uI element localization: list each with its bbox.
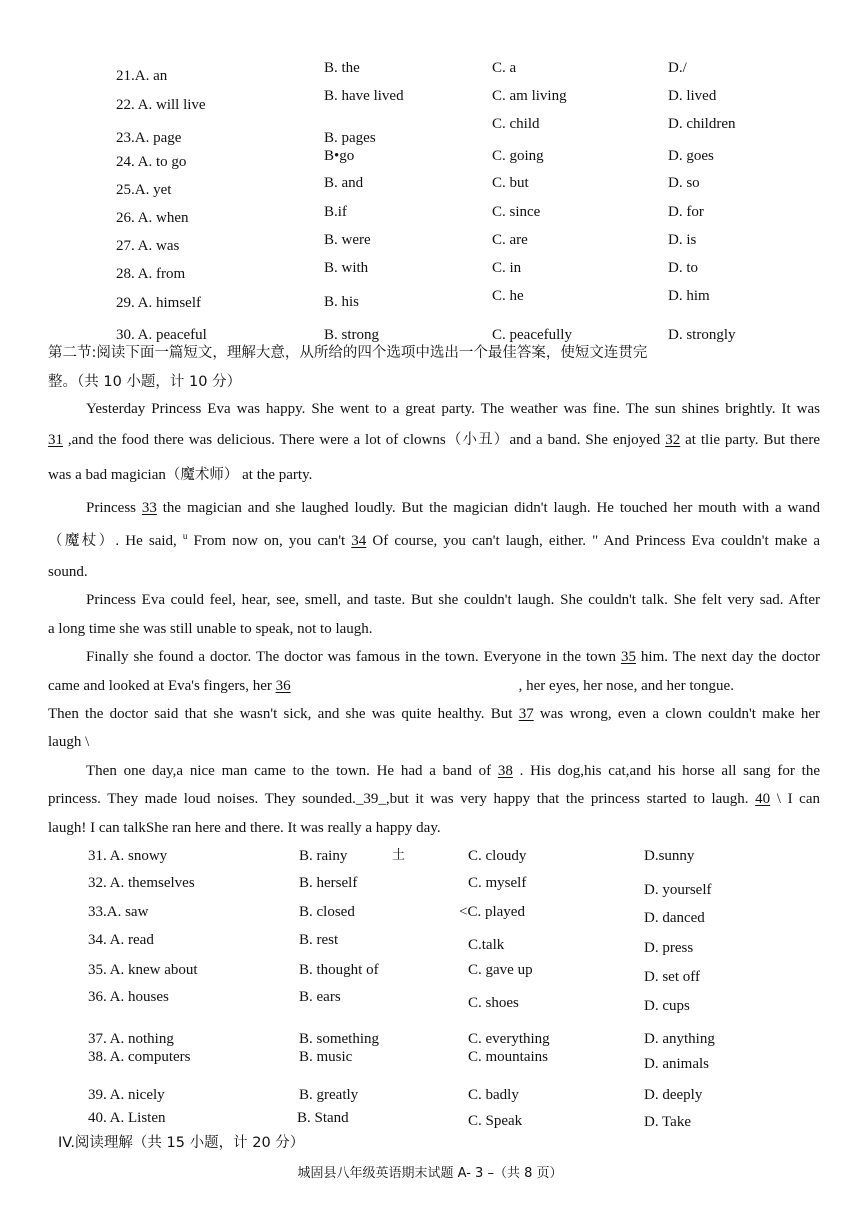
option-38-b: B. music [299, 1049, 353, 1065]
option-30-a: 30. A. peaceful [116, 327, 207, 343]
option-37-a: 37. A. nothing [88, 1031, 174, 1047]
option-35-c: C. gave up [468, 962, 533, 978]
section2-title-line1: 第二节:阅读下面一篇短文，理解大意，从所给的四个选项中选出一个最佳答案，使短文连贯完 [48, 345, 648, 361]
option-39-a: 39. A. nicely [88, 1087, 165, 1103]
blank-36: 36 [275, 678, 291, 694]
blank-34: 34 [351, 533, 367, 549]
blank-39: _39_ [355, 791, 386, 807]
option-27-a: 27. A. was [116, 238, 180, 254]
passage-p5-line1: Then one day,a nice man came to the town. He had a band of 38 . His dog,his cat,and his horse all sang for the [86, 763, 820, 779]
option-37-b: B. something [299, 1031, 380, 1047]
option-28-c: C. in [492, 260, 522, 276]
blank-33: 33 [141, 500, 157, 516]
option-23-c: C. child [492, 116, 540, 132]
section4-title: IV.阅读理解（共 15 小题，计 20 分） [58, 1135, 305, 1151]
option-22-b: B. have lived [324, 88, 404, 104]
option-31-a: 31. A. snowy [88, 848, 168, 864]
option-24-b: B•go [324, 148, 355, 164]
blank-40: 40 [755, 791, 771, 807]
option-21-d: D./ [668, 60, 687, 76]
passage-p2-line2: （魔杖）. He said, $^u$ From now on, you can't 34 Of course, you can't laugh, either. " And Princess Eva couldn't make a [48, 531, 820, 549]
option-40-a: 40. A. Listen [88, 1110, 166, 1126]
option-36-a: 36. A. houses [88, 989, 169, 1005]
page-footer: 城固县八年级英语期末试题 A- 3 –（共 8 页） [297, 1166, 563, 1181]
option-26-b: B.if [324, 204, 347, 220]
option-36-b: B. ears [299, 989, 341, 1005]
option-32-c: C. myself [468, 875, 527, 891]
option-36-d: D. cups [644, 998, 690, 1014]
option-40-b: B. Stand [297, 1110, 349, 1126]
option-29-b: B. his [324, 294, 360, 310]
option-21-c: C. a [492, 60, 517, 76]
option-31-c: C. cloudy [468, 848, 527, 864]
option-31-d: D.sunny [644, 848, 695, 864]
passage-p5-line2: princess. They made loud noises. They sounded._39_,but it was very happy that the princess started to laugh. 40 \ I can [48, 791, 820, 807]
option-22-a: 22. A. will live [116, 97, 206, 113]
option-25-a: 25.A. yet [116, 182, 172, 198]
passage-p3-line1: Princess Eva could feel, hear, see, smell, and taste. But she couldn't laugh. She couldn't talk. She felt very sad. After [86, 592, 820, 608]
passage-p2-line3: sound. [48, 564, 88, 580]
option-24-d: D. goes [668, 148, 714, 164]
option-33-a: 33.A. saw [88, 904, 149, 920]
passage-p1-line3: was a bad magician（魔术师） at the party. [48, 467, 313, 483]
option-34-c: C.talk [468, 937, 505, 953]
option-34-a: 34. A. read [88, 932, 154, 948]
option-21-b: B. the [324, 60, 360, 76]
blank-35: 35 [620, 649, 636, 665]
passage-p4-line1: Finally she found a doctor. The doctor was famous in the town. Everyone in the town 35 him. The next day the doctor [86, 649, 820, 665]
passage-p2-line1: Princess 33 the magician and she laughed loudly. But the magician didn't laugh. He touched her mouth with a wand [86, 500, 820, 516]
option-23-a: 23.A. page [116, 130, 182, 146]
option-30-b: B. strong [324, 327, 380, 343]
option-34-b: B. rest [299, 932, 339, 948]
option-38-a: 38. A. computers [88, 1049, 191, 1065]
option-38-c: C. mountains [468, 1049, 549, 1065]
option-32-d: D. yourself [644, 882, 712, 898]
option-25-b: B. and [324, 175, 364, 191]
option-36-c: C. shoes [468, 995, 519, 1011]
option-22-d: D. lived [668, 88, 717, 104]
option-33-d: D. danced [644, 910, 705, 926]
option-32-b: B. herself [299, 875, 358, 891]
option-31-b: B. rainy [299, 848, 348, 864]
option-35-d: D. set off [644, 969, 700, 985]
passage-p1-line2: 31 ,and the food there was delicious. There were a lot of clowns（小丑）and a band. She enjoyed 32 at tlie party. But there [48, 432, 820, 448]
option-25-d: D. so [668, 175, 700, 191]
passage-p1-line1: Yesterday Princess Eva was happy. She went to a great party. The weather was fine. The sun shines brightly. It was [86, 401, 820, 417]
option-25-c: C. but [492, 175, 529, 191]
option-21-a: 21.A. an [116, 68, 168, 84]
blank-31: 31 [48, 432, 63, 448]
option-28-a: 28. A. from [116, 266, 186, 282]
option-39-c: C. badly [468, 1087, 519, 1103]
passage-p4-line4: laugh \ [48, 734, 90, 750]
passage-p3-line2: a long time she was still unable to speak, not to laugh. [48, 621, 373, 637]
option-40-d: D. Take [644, 1114, 691, 1130]
option-23-b: B. pages [324, 130, 376, 146]
option-35-b: B. thought of [299, 962, 379, 978]
option-37-c: C. everything [468, 1031, 550, 1047]
option-23-d: D. children [668, 116, 736, 132]
option-29-c: C. he [492, 288, 524, 304]
option-27-c: C. are [492, 232, 528, 248]
option-30-d: D. strongly [668, 327, 736, 343]
option-24-a: 24. A. to go [116, 154, 187, 170]
blank-32: 32 [665, 432, 681, 448]
passage-p4-line2: came and looked at Eva's fingers, her 36 , her eyes, her nose, and her tongue. [48, 678, 734, 694]
option-28-d: D. to [668, 260, 698, 276]
option-22-c: C. am living [492, 88, 567, 104]
option-40-c: C. Speak [468, 1113, 523, 1129]
option-32-a: 32. A. themselves [88, 875, 195, 891]
option-26-d: D. for [668, 204, 704, 220]
option-27-b: B. were [324, 232, 371, 248]
option-30-c: C. peacefully [492, 327, 572, 343]
option-37-d: D. anything [644, 1031, 715, 1047]
option-35-a: 35. A. knew about [88, 962, 198, 978]
option-26-c: C. since [492, 204, 541, 220]
option-29-a: 29. A. himself [116, 295, 201, 311]
section2-title-line2: 整。（共 10 小题，计 10 分） [48, 374, 242, 390]
option-33-c: <C. played [459, 904, 525, 920]
option-26-a: 26. A. when [116, 210, 189, 226]
blank-37: 37 [518, 706, 534, 722]
option-34-d: D. press [644, 940, 694, 956]
passage-p5-line3: laugh! I can talkShe ran here and there. It was really a happy day. [48, 820, 441, 836]
option-24-c: C. going [492, 148, 544, 164]
option-38-d: D. animals [644, 1056, 709, 1072]
passage-p4-line3: Then the doctor said that she wasn't sick, and she was quite healthy. But 37 was wrong, even a clown couldn't make her [48, 706, 820, 722]
option-39-b: B. greatly [299, 1087, 359, 1103]
option-31-stray-mark: 土 [392, 848, 406, 863]
option-33-b: B. closed [299, 904, 355, 920]
option-39-d: D. deeply [644, 1087, 703, 1103]
option-29-d: D. him [668, 288, 710, 304]
option-28-b: B. with [324, 260, 369, 276]
blank-38: 38 [497, 763, 513, 779]
option-27-d: D. is [668, 232, 697, 248]
